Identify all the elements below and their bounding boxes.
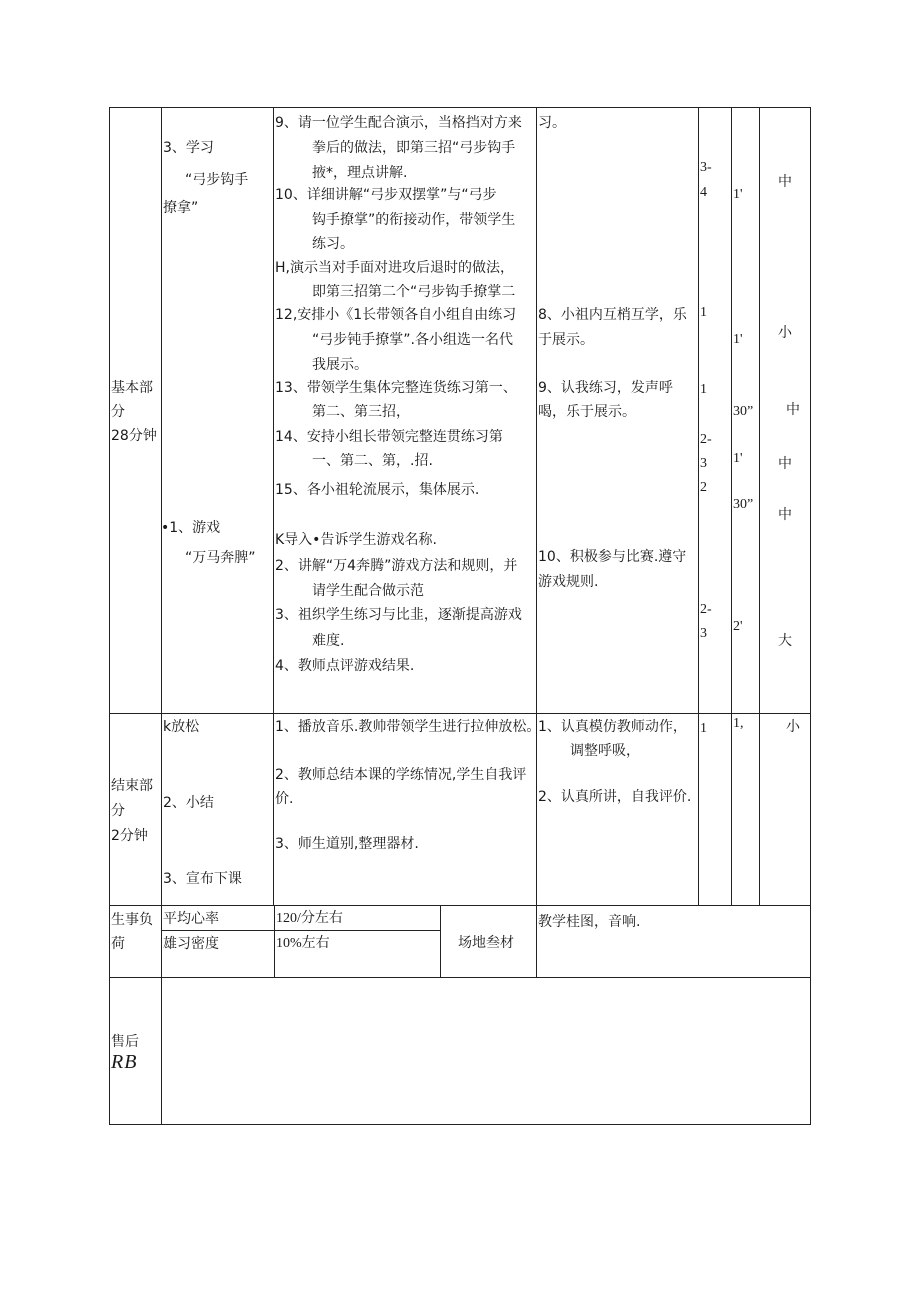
student-line: 喝，乐于展示。 bbox=[538, 404, 636, 420]
student-line: 8、小祖内互梢互学，乐 bbox=[538, 307, 687, 323]
student-line: 于展示。 bbox=[538, 332, 594, 348]
teacher-line: 练习。 bbox=[312, 236, 354, 252]
content-item: 3、学习 bbox=[163, 140, 214, 156]
teacher-line: 2、教师总结本课的学练情况,学生自我评 bbox=[275, 767, 527, 783]
teacher-line: 钩手撩掌”的衔接动作，带领学生 bbox=[312, 212, 516, 228]
duration-value: 1' bbox=[733, 187, 743, 202]
load-label-line: 荷 bbox=[111, 936, 125, 952]
section-label-line: 28分钟 bbox=[111, 428, 157, 444]
teacher-line: 2、讲解“万4奔腾”游戏方法和规则，并 bbox=[275, 558, 518, 574]
teacher-line: 拳后的做法，即第三招“弓步钩手 bbox=[312, 140, 516, 156]
duration-value: 30” bbox=[733, 497, 754, 512]
content-item: 2、小结 bbox=[163, 795, 214, 811]
student-line: 游戏规则. bbox=[538, 574, 599, 590]
teacher-line: 难度. bbox=[312, 633, 345, 649]
teacher-line: 第二、第三招， bbox=[312, 404, 410, 420]
teacher-line: 3、师生道别,整理器材. bbox=[275, 836, 419, 852]
row-divider-ending-load bbox=[109, 905, 811, 906]
col-divider-student bbox=[698, 107, 699, 905]
teacher-line: H,演示当对手面对进攻后退时的做法， bbox=[275, 260, 514, 276]
teacher-line: 14、安持小组长带领完整连贯练习第 bbox=[275, 429, 503, 445]
teacher-line: 我展示。 bbox=[312, 357, 368, 373]
col-divider-load-label bbox=[274, 905, 275, 977]
section-label-line: 分 bbox=[111, 404, 125, 420]
duration-value: 2' bbox=[733, 619, 743, 634]
times-value: 1 bbox=[700, 305, 707, 320]
content-item: “弓步钩手 bbox=[185, 172, 249, 188]
row-divider-basic-ending bbox=[109, 713, 811, 714]
times-value: 3- bbox=[700, 160, 712, 175]
teacher-line: 一、第二、第，.招. bbox=[312, 453, 433, 469]
student-line: 9、认我练习，发声呼 bbox=[538, 380, 673, 396]
after-class-label: 售后 bbox=[111, 1034, 139, 1050]
venue-label: 场地叁材 bbox=[458, 935, 514, 951]
times-value: 1 bbox=[700, 721, 707, 736]
content-item: k放松 bbox=[163, 719, 200, 735]
teacher-line: 10、详细讲解“弓步双摆掌”与“弓步 bbox=[275, 187, 497, 203]
teacher-line: 13、带领学生集体完整连货练习第一、 bbox=[275, 380, 517, 396]
duration-value: 1, bbox=[733, 716, 744, 731]
student-line: 1、认真模仿教师动作， bbox=[538, 719, 687, 735]
density-label: 雄习密度 bbox=[163, 936, 219, 952]
teacher-line: 即第三招第二个“弓步钩手撩掌二 bbox=[312, 284, 516, 300]
section-label-line: 基本部 bbox=[111, 380, 153, 396]
student-line: 调整呼吸， bbox=[570, 743, 640, 759]
times-value: 3 bbox=[700, 456, 707, 471]
section-label-line: 分 bbox=[111, 803, 125, 819]
student-line: 习。 bbox=[538, 115, 566, 131]
row-divider-load-after bbox=[109, 977, 811, 978]
intensity-value: 中 bbox=[778, 174, 792, 190]
heart-rate-value: 120/分左右 bbox=[276, 911, 343, 926]
col-divider-section bbox=[161, 107, 162, 1125]
intensity-value: 小 bbox=[786, 719, 800, 735]
teacher-line: 3、祖织学生练习与比韭，逐渐提高游戏 bbox=[275, 607, 522, 623]
times-value: 4 bbox=[700, 185, 707, 200]
table-bottom-border bbox=[109, 1124, 811, 1125]
row-divider-load-inner bbox=[161, 930, 441, 931]
table-right-border bbox=[810, 107, 811, 1125]
col-divider-load-value bbox=[440, 905, 441, 977]
times-value: 2- bbox=[700, 602, 712, 617]
student-line: 10、积极参与比赛.遵守 bbox=[538, 549, 687, 565]
intensity-value: 大 bbox=[778, 633, 792, 649]
times-value: 3 bbox=[700, 626, 707, 641]
intensity-value: 小 bbox=[778, 325, 792, 341]
teacher-line: 9、请一位学生配合演示，当格挡对方来 bbox=[275, 115, 522, 131]
col-divider-duration bbox=[759, 107, 760, 905]
intensity-value: 中 bbox=[778, 507, 792, 523]
table-top-border bbox=[109, 107, 811, 108]
times-value: 2- bbox=[700, 432, 712, 447]
times-value: 2 bbox=[700, 480, 707, 495]
content-item: 撩拿” bbox=[163, 200, 199, 216]
teacher-line: 请学生配合做示范 bbox=[312, 583, 424, 599]
col-divider-times bbox=[731, 107, 732, 905]
duration-value: 30” bbox=[733, 404, 754, 419]
content-item: 3、宣布下课 bbox=[163, 871, 242, 887]
col-divider-content bbox=[273, 107, 274, 905]
teacher-line: 4、教师点评游戏结果. bbox=[275, 658, 415, 674]
duration-value: 1' bbox=[733, 451, 743, 466]
content-item: “万马奔脾” bbox=[185, 550, 256, 566]
student-line: 2、认真所讲，自我评价. bbox=[538, 789, 692, 805]
venue-value: 教学桂图，音响. bbox=[538, 914, 641, 930]
teacher-line: 掖*，理点讲解. bbox=[312, 165, 408, 181]
section-label-line: 结束部 bbox=[111, 778, 153, 794]
after-class-mark: RB bbox=[111, 1051, 138, 1073]
teacher-line: 15、各小祖轮流展示，集体展示. bbox=[275, 482, 480, 498]
teacher-line: 1、播放音乐.教帅带领学生进行拉伸放松。 bbox=[275, 719, 541, 735]
intensity-value: 中 bbox=[786, 402, 800, 418]
heart-rate-label: 平均心率 bbox=[163, 911, 219, 927]
teacher-line: “弓步钝手撩掌”.各小组选一名代 bbox=[312, 332, 513, 348]
teacher-line: 价. bbox=[275, 791, 294, 807]
duration-value: 1' bbox=[733, 332, 743, 347]
col-divider-teacher bbox=[536, 107, 537, 978]
intensity-value: 中 bbox=[778, 456, 792, 472]
teacher-line: K导入•告诉学生游戏名称. bbox=[275, 532, 437, 548]
content-item: •1、游戏 bbox=[161, 520, 221, 536]
times-value: 1 bbox=[700, 382, 707, 397]
section-label-line: 2分钟 bbox=[111, 828, 148, 844]
table-left-border bbox=[109, 107, 110, 1125]
teacher-line: 12,安排小《1长带领各自小组自由练习 bbox=[275, 307, 517, 323]
load-label-line: 生事负 bbox=[111, 912, 153, 928]
density-value: 10%左右 bbox=[276, 936, 330, 951]
